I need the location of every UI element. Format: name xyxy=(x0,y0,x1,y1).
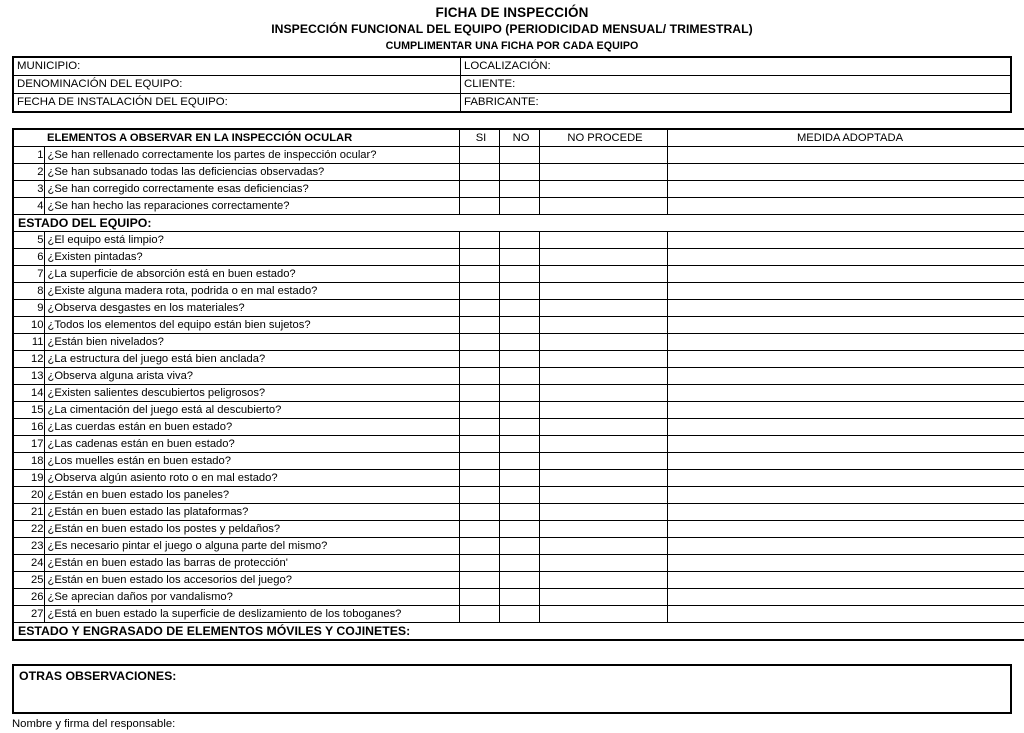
answer-cell-medida-adoptada[interactable] xyxy=(668,334,1024,351)
answer-cell-no[interactable] xyxy=(500,368,540,385)
answer-cell-no[interactable] xyxy=(500,198,540,215)
answer-cell-no[interactable] xyxy=(500,334,540,351)
answer-cell-no[interactable] xyxy=(500,504,540,521)
answer-cell-medida-adoptada[interactable] xyxy=(668,266,1024,283)
answer-cell-si[interactable] xyxy=(460,317,500,334)
question-number: 15 xyxy=(13,402,44,419)
answer-cell-medida-adoptada[interactable] xyxy=(668,606,1024,623)
answer-cell-medida-adoptada[interactable] xyxy=(668,368,1024,385)
question-text: ¿Las cadenas están en buen estado? xyxy=(44,436,460,453)
inspection-question-row xyxy=(13,572,1024,589)
answer-cell-si[interactable] xyxy=(460,538,500,555)
inspection-question-row xyxy=(13,487,1024,504)
answer-cell-si[interactable] xyxy=(460,249,500,266)
answer-cell-no-procede[interactable] xyxy=(540,266,668,283)
question-text: ¿Están en buen estado los accesorios del juego? xyxy=(44,572,460,589)
answer-cell-medida-adoptada[interactable] xyxy=(668,419,1024,436)
answer-cell-si[interactable] xyxy=(460,606,500,623)
answer-cell-no[interactable] xyxy=(500,266,540,283)
answer-cell-si[interactable] xyxy=(460,589,500,606)
inspection-question-row xyxy=(13,266,1024,283)
answer-cell-no-procede[interactable] xyxy=(540,300,668,317)
question-number: 10 xyxy=(13,317,44,334)
inspection-section-heading xyxy=(13,215,1024,232)
answer-cell-si[interactable] xyxy=(460,351,500,368)
answer-cell-si[interactable] xyxy=(460,164,500,181)
inspection-footer-section-label: ESTADO Y ENGRASADO DE ELEMENTOS MÓVILES Y COJINETES: xyxy=(13,623,1024,641)
identification-field-right[interactable]: CLIENTE: xyxy=(461,76,1012,94)
answer-cell-no-procede[interactable] xyxy=(540,538,668,555)
question-number: 16 xyxy=(13,419,44,436)
answer-cell-no[interactable] xyxy=(500,453,540,470)
question-number: 2 xyxy=(13,164,44,181)
question-number: 6 xyxy=(13,249,44,266)
question-number: 11 xyxy=(13,334,44,351)
column-header-title: ELEMENTOS A OBSERVAR EN LA INSPECCIÓN OCULAR xyxy=(44,129,460,147)
question-text: ¿Es necesario pintar el juego o alguna parte del mismo? xyxy=(44,538,460,555)
inspection-question-row xyxy=(13,283,1024,300)
answer-cell-si[interactable] xyxy=(460,453,500,470)
inspection-footer-section xyxy=(13,623,1024,641)
question-text: ¿Se han corregido correctamente esas deficiencias? xyxy=(44,181,460,198)
inspection-question-row xyxy=(13,538,1024,555)
answer-cell-medida-adoptada[interactable] xyxy=(668,351,1024,368)
answer-cell-si[interactable] xyxy=(460,368,500,385)
inspection-question-row xyxy=(13,300,1024,317)
answer-cell-no[interactable] xyxy=(500,487,540,504)
answer-cell-no-procede[interactable] xyxy=(540,334,668,351)
answer-cell-no-procede[interactable] xyxy=(540,521,668,538)
column-header-si: SI xyxy=(460,129,500,147)
question-text: ¿Están en buen estado las barras de protección' xyxy=(44,555,460,572)
answer-cell-medida-adoptada[interactable] xyxy=(668,572,1024,589)
answer-cell-si[interactable] xyxy=(460,147,500,164)
column-header-medida-adoptada: MEDIDA ADOPTADA xyxy=(668,129,1024,147)
answer-cell-medida-adoptada[interactable] xyxy=(668,300,1024,317)
answer-cell-si[interactable] xyxy=(460,334,500,351)
answer-cell-si[interactable] xyxy=(460,266,500,283)
inspection-question-row xyxy=(13,555,1024,572)
inspection-question-row xyxy=(13,402,1024,419)
answer-cell-si[interactable] xyxy=(460,504,500,521)
answer-cell-no-procede[interactable] xyxy=(540,402,668,419)
answer-cell-medida-adoptada[interactable] xyxy=(668,385,1024,402)
answer-cell-si[interactable] xyxy=(460,555,500,572)
question-text: ¿Observa desgastes en los materiales? xyxy=(44,300,460,317)
answer-cell-no-procede[interactable] xyxy=(540,487,668,504)
answer-cell-si[interactable] xyxy=(460,402,500,419)
inspection-question-row xyxy=(13,504,1024,521)
answer-cell-no-procede[interactable] xyxy=(540,181,668,198)
answer-cell-medida-adoptada[interactable] xyxy=(668,436,1024,453)
identification-field-right[interactable]: FABRICANTE: xyxy=(461,94,1012,113)
question-text: ¿Están en buen estado las plataformas? xyxy=(44,504,460,521)
form-title-block xyxy=(0,0,1024,54)
question-number: 20 xyxy=(13,487,44,504)
answer-cell-no-procede[interactable] xyxy=(540,572,668,589)
answer-cell-no[interactable] xyxy=(500,385,540,402)
inspection-question-row xyxy=(13,521,1024,538)
identification-field-right[interactable]: LOCALIZACIÓN: xyxy=(461,57,1012,76)
question-text: ¿Está en buen estado la superficie de deslizamiento de los toboganes? xyxy=(44,606,460,623)
answer-cell-no-procede[interactable] xyxy=(540,453,668,470)
answer-cell-no-procede[interactable] xyxy=(540,147,668,164)
identification-row xyxy=(13,94,1011,113)
answer-cell-no-procede[interactable] xyxy=(540,317,668,334)
answer-cell-medida-adoptada[interactable] xyxy=(668,589,1024,606)
question-number: 24 xyxy=(13,555,44,572)
question-number: 3 xyxy=(13,181,44,198)
answer-cell-si[interactable] xyxy=(460,470,500,487)
inspection-question-row xyxy=(13,419,1024,436)
answer-cell-si[interactable] xyxy=(460,385,500,402)
question-text: ¿Observa alguna arista viva? xyxy=(44,368,460,385)
answer-cell-medida-adoptada[interactable] xyxy=(668,283,1024,300)
answer-cell-no[interactable] xyxy=(500,147,540,164)
answer-cell-no-procede[interactable] xyxy=(540,606,668,623)
answer-cell-no[interactable] xyxy=(500,164,540,181)
inspection-question-row xyxy=(13,232,1024,249)
inspection-header-row xyxy=(13,129,1024,147)
column-header-title-num xyxy=(13,129,44,147)
answer-cell-si[interactable] xyxy=(460,487,500,504)
answer-cell-no[interactable] xyxy=(500,402,540,419)
question-text: ¿La superficie de absorción está en buen estado? xyxy=(44,266,460,283)
question-text: ¿Están bien nivelados? xyxy=(44,334,460,351)
answer-cell-medida-adoptada[interactable] xyxy=(668,555,1024,572)
column-header-no: NO xyxy=(500,129,540,147)
answer-cell-si[interactable] xyxy=(460,198,500,215)
question-number: 13 xyxy=(13,368,44,385)
answer-cell-no-procede[interactable] xyxy=(540,368,668,385)
answer-cell-no[interactable] xyxy=(500,300,540,317)
answer-cell-medida-adoptada[interactable] xyxy=(668,521,1024,538)
answer-cell-no-procede[interactable] xyxy=(540,198,668,215)
answer-cell-medida-adoptada[interactable] xyxy=(668,232,1024,249)
question-number: 21 xyxy=(13,504,44,521)
identification-field-left[interactable]: FECHA DE INSTALACIÓN DEL EQUIPO: xyxy=(13,94,461,113)
answer-cell-no[interactable] xyxy=(500,283,540,300)
answer-cell-no-procede[interactable] xyxy=(540,589,668,606)
inspection-table xyxy=(12,128,1024,641)
answer-cell-no[interactable] xyxy=(500,232,540,249)
answer-cell-no[interactable] xyxy=(500,436,540,453)
answer-cell-no-procede[interactable] xyxy=(540,232,668,249)
page-note: CUMPLIMENTAR UNA FICHA POR CADA EQUIPO xyxy=(385,40,639,52)
answer-cell-no[interactable] xyxy=(500,249,540,266)
answer-cell-si[interactable] xyxy=(460,181,500,198)
answer-cell-no-procede[interactable] xyxy=(540,385,668,402)
identification-row xyxy=(13,76,1011,94)
inspection-question-row xyxy=(13,147,1024,164)
answer-cell-medida-adoptada[interactable] xyxy=(668,249,1024,266)
identification-table-body xyxy=(13,57,1011,112)
inspection-question-row xyxy=(13,181,1024,198)
inspection-question-row xyxy=(13,334,1024,351)
question-number: 19 xyxy=(13,470,44,487)
question-text: ¿La cimentación del juego está al descubierto? xyxy=(44,402,460,419)
answer-cell-medida-adoptada[interactable] xyxy=(668,164,1024,181)
answer-cell-medida-adoptada[interactable] xyxy=(668,147,1024,164)
identification-field-left[interactable]: MUNICIPIO: xyxy=(13,57,461,76)
inspection-question-row xyxy=(13,317,1024,334)
question-number: 18 xyxy=(13,453,44,470)
answer-cell-medida-adoptada[interactable] xyxy=(668,402,1024,419)
question-number: 4 xyxy=(13,198,44,215)
question-text: ¿Están en buen estado los postes y peldaños? xyxy=(44,521,460,538)
question-number: 7 xyxy=(13,266,44,283)
inspection-question-row xyxy=(13,606,1024,623)
question-text: ¿Se aprecian daños por vandalismo? xyxy=(44,589,460,606)
answer-cell-no[interactable] xyxy=(500,181,540,198)
question-text: ¿Están en buen estado los paneles? xyxy=(44,487,460,504)
signature-label: Nombre y firma del responsable: xyxy=(12,718,176,730)
answer-cell-medida-adoptada[interactable] xyxy=(668,538,1024,555)
question-number: 26 xyxy=(13,589,44,606)
answer-cell-no[interactable] xyxy=(500,521,540,538)
answer-cell-medida-adoptada[interactable] xyxy=(668,453,1024,470)
question-number: 5 xyxy=(13,232,44,249)
question-text: ¿Se han hecho las reparaciones correctamente? xyxy=(44,198,460,215)
inspection-question-row xyxy=(13,249,1024,266)
question-text: ¿La estructura del juego está bien anclada? xyxy=(44,351,460,368)
identification-field-left[interactable]: DENOMINACIÓN DEL EQUIPO: xyxy=(13,76,461,94)
page-title: FICHA DE INSPECCIÓN xyxy=(435,5,589,20)
question-text: ¿Existe alguna madera rota, podrida o en mal estado? xyxy=(44,283,460,300)
question-text: ¿Observa algún asiento roto o en mal estado? xyxy=(44,470,460,487)
answer-cell-no-procede[interactable] xyxy=(540,249,668,266)
answer-cell-no-procede[interactable] xyxy=(540,436,668,453)
inspection-question-row xyxy=(13,368,1024,385)
inspection-question-row xyxy=(13,436,1024,453)
answer-cell-no[interactable] xyxy=(500,470,540,487)
page-subtitle: INSPECCIÓN FUNCIONAL DEL EQUIPO (PERIODICIDAD MENSUAL/ TRIMESTRAL) xyxy=(271,22,753,36)
question-number: 8 xyxy=(13,283,44,300)
answer-cell-si[interactable] xyxy=(460,521,500,538)
identification-row xyxy=(13,57,1011,76)
inspection-question-row xyxy=(13,470,1024,487)
question-text: ¿Se han subsanado todas las deficiencias observadas? xyxy=(44,164,460,181)
observations-label: OTRAS OBSERVACIONES: xyxy=(19,669,177,683)
answer-cell-no[interactable] xyxy=(500,555,540,572)
inspection-question-row xyxy=(13,385,1024,402)
inspection-question-row xyxy=(13,351,1024,368)
answer-cell-no[interactable] xyxy=(500,572,540,589)
inspection-section-heading-label: ESTADO DEL EQUIPO: xyxy=(13,215,1024,232)
question-number: 9 xyxy=(13,300,44,317)
answer-cell-no[interactable] xyxy=(500,606,540,623)
answer-cell-medida-adoptada[interactable] xyxy=(668,317,1024,334)
answer-cell-no-procede[interactable] xyxy=(540,419,668,436)
answer-cell-no-procede[interactable] xyxy=(540,283,668,300)
answer-cell-no-procede[interactable] xyxy=(540,470,668,487)
answer-cell-no[interactable] xyxy=(500,317,540,334)
answer-cell-no[interactable] xyxy=(500,538,540,555)
answer-cell-no-procede[interactable] xyxy=(540,504,668,521)
question-number: 17 xyxy=(13,436,44,453)
inspection-table-body xyxy=(13,129,1024,640)
question-text: ¿Se han rellenado correctamente los partes de inspección ocular? xyxy=(44,147,460,164)
answer-cell-no-procede[interactable] xyxy=(540,164,668,181)
answer-cell-si[interactable] xyxy=(460,436,500,453)
answer-cell-medida-adoptada[interactable] xyxy=(668,504,1024,521)
answer-cell-si[interactable] xyxy=(460,419,500,436)
answer-cell-medida-adoptada[interactable] xyxy=(668,470,1024,487)
inspection-question-row xyxy=(13,164,1024,181)
answer-cell-no[interactable] xyxy=(500,419,540,436)
question-number: 23 xyxy=(13,538,44,555)
question-number: 1 xyxy=(13,147,44,164)
question-text: ¿Las cuerdas están en buen estado? xyxy=(44,419,460,436)
column-header-no-procede: NO PROCEDE xyxy=(540,129,668,147)
answer-cell-si[interactable] xyxy=(460,572,500,589)
answer-cell-no-procede[interactable] xyxy=(540,351,668,368)
question-text: ¿Existen pintadas? xyxy=(44,249,460,266)
question-text: ¿Existen salientes descubiertos peligrosos? xyxy=(44,385,460,402)
question-number: 22 xyxy=(13,521,44,538)
question-number: 27 xyxy=(13,606,44,623)
question-number: 14 xyxy=(13,385,44,402)
question-text: ¿El equipo está limpio? xyxy=(44,232,460,249)
observations-box[interactable] xyxy=(12,664,1012,714)
answer-cell-no[interactable] xyxy=(500,589,540,606)
inspection-question-row xyxy=(13,453,1024,470)
question-number: 25 xyxy=(13,572,44,589)
answer-cell-si[interactable] xyxy=(460,283,500,300)
answer-cell-medida-adoptada[interactable] xyxy=(668,487,1024,504)
identification-table xyxy=(12,56,1012,113)
question-text: ¿Los muelles están en buen estado? xyxy=(44,453,460,470)
inspection-question-row xyxy=(13,589,1024,606)
inspection-question-row xyxy=(13,198,1024,215)
answer-cell-si[interactable] xyxy=(460,232,500,249)
answer-cell-medida-adoptada[interactable] xyxy=(668,198,1024,215)
answer-cell-no-procede[interactable] xyxy=(540,555,668,572)
answer-cell-no[interactable] xyxy=(500,351,540,368)
question-text: ¿Todos los elementos del equipo están bien sujetos? xyxy=(44,317,460,334)
question-number: 12 xyxy=(13,351,44,368)
answer-cell-medida-adoptada[interactable] xyxy=(668,181,1024,198)
answer-cell-si[interactable] xyxy=(460,300,500,317)
